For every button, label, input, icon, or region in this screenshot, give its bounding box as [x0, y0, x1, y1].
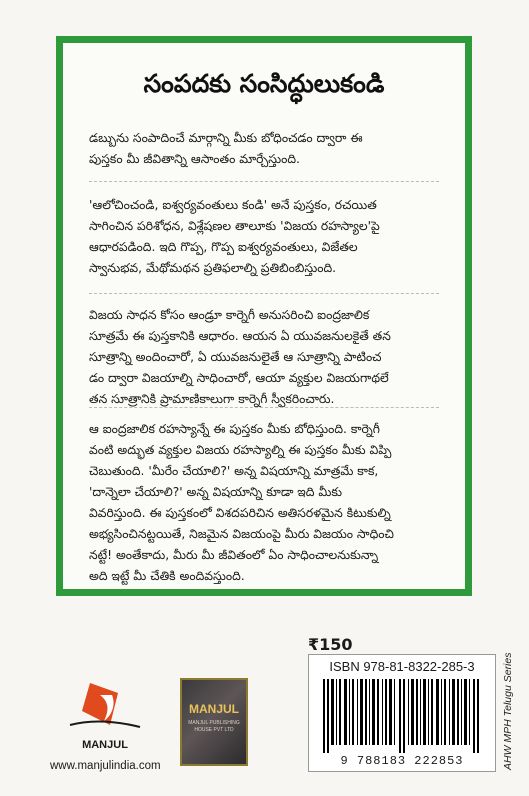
text-line: అభ్యసించినట్టయితే, నిజమైన విజయంపై మీరు విజయం సాధించి — [89, 527, 394, 541]
text-line: నట్టే! అంతేకాదు, మీరు మీ జీవితంలో ఏం సాధించాలనుకున్నా — [89, 548, 379, 562]
text-line: వివరిస్తుంది. ఈ పుస్తకంలో విశదపరిచిన అతిసరళమైన కిటుకుల్ని — [89, 506, 391, 520]
text-line: తన సూత్రానికి ప్రామాణికాలుగా కార్నెగీ స్వీకరించారు. — [89, 392, 335, 406]
text-line: సూత్రమే ఈ పుస్తకానికి ఆధారం. ఆయన ఏ యువజనులకైతే తన — [89, 329, 391, 343]
publisher-seal — [180, 678, 248, 766]
text-line: 'దాన్నెలా చేయాలి?' అన్న విషయాన్ని కూడా ఇది మీకు — [89, 485, 343, 499]
isbn-barcode — [308, 654, 496, 772]
seal-text: MANJUL PUBLISHING HOUSE PVT LTD — [188, 720, 240, 733]
text-line: సాగించిన పరిశోధన, విశ్లేషణల తాలూకు 'విజయ రహస్యాల'పై — [89, 219, 380, 233]
logo-wordmark: MANJUL — [82, 739, 128, 751]
bird-logo-icon — [60, 675, 150, 735]
paragraph-3 — [89, 305, 439, 410]
website-url: www.manjulindia.com — [50, 760, 161, 772]
paragraph-2 — [89, 195, 439, 279]
content-frame — [56, 36, 472, 596]
text-line: ఆ ఐంద్రజాలిక రహస్యాన్నే ఈ పుస్తకం మీకు బోధిస్తుంది. కార్నెగీ — [89, 422, 380, 436]
text-line: స్వానుభవ, మేథోమథన ప్రతిఫలాల్ని ప్రతిబింబిస్తుంది. — [89, 261, 337, 275]
publisher-logo — [60, 675, 150, 755]
series-label: AHW MPH Telugu Series — [502, 652, 514, 770]
divider — [89, 407, 439, 408]
text-line: విజయ సాధన కోసం ఆండ్రూ కార్నెగీ అనుసరించి ఐంద్రజాలిక — [89, 308, 370, 322]
divider — [89, 181, 439, 182]
seal-name: MANJUL — [189, 702, 239, 716]
paragraph-4 — [89, 419, 439, 587]
text-line: పుస్తకం మీ జీవితాన్ని ఆసాంతం మార్చేస్తుంది. — [89, 152, 300, 166]
barcode-icon — [321, 679, 483, 753]
text-line: 'ఆలోచించండి, ఐశ్వర్యవంతులు కండి' అనే పుస్తకం, రచయిత — [89, 198, 377, 212]
text-line: అది ఇట్టే మీ చేతికి అందివస్తుంది. — [89, 569, 245, 583]
text-line: డం ద్వారా విజయాల్ని సాధించారో, ఆయా వ్యక్తుల విజయగాథలే — [89, 371, 389, 385]
text-line: సూత్రాన్ని అందించారో, ఏ యువజనులైతే ఆ సూత్రాన్ని పాటించ — [89, 350, 382, 364]
divider — [89, 293, 439, 294]
paragraph-1 — [89, 128, 439, 170]
price-label: ₹150 — [308, 635, 353, 654]
barcode-number: 9 788183 222853 — [340, 754, 464, 768]
isbn-text: ISBN 978-81-8322-285-3 — [329, 659, 475, 674]
text-line: వంటి అద్భుత వ్యక్తుల విజయ రహస్యాల్ని ఈ పుస్తకం మీకు విప్పి — [89, 443, 392, 457]
text-line: చెబుతుంది. 'మీరేం చేయాలి?' అన్న విషయాన్ని మాత్రమే కాక, — [89, 464, 379, 478]
text-line: ఆధారపడింది. ఇది గొప్ప, గొప్ప ఐశ్వర్యవంతులు, విజేతల — [89, 240, 358, 254]
text-line: డబ్బును సంపాదించే మార్గాన్ని మీకు బోధించడం ద్వారా ఈ — [89, 131, 363, 145]
book-title: సంపదకు సంసిద్ధులుకండి — [143, 69, 385, 98]
